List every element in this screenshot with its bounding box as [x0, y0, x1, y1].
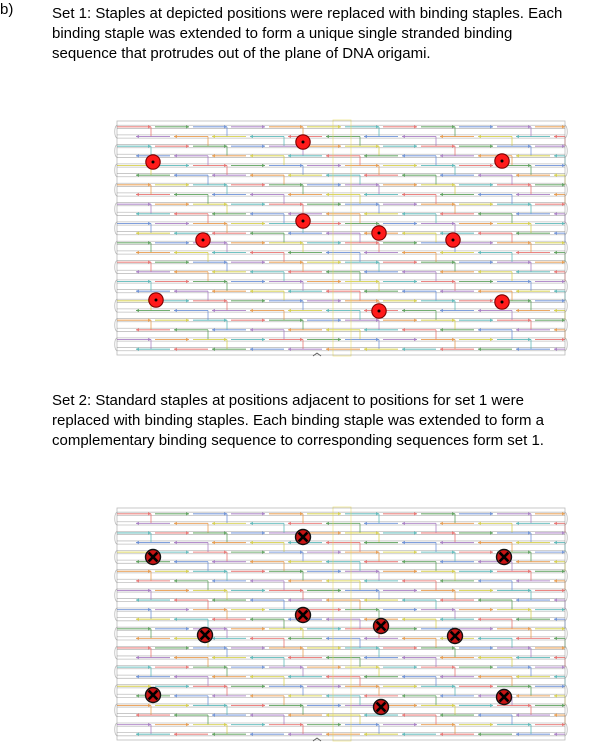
- complementary-site-marker: [497, 550, 512, 565]
- binding-site-marker: [372, 226, 386, 240]
- set2-caption-line: Set 2: Standard staples at positions adjacent to positions for set 1 were: [52, 392, 524, 409]
- set2-caption-line: complementary binding sequence to corresponding sequences form set 1.: [52, 432, 544, 449]
- binding-site-marker: [149, 293, 163, 307]
- binding-site-marker: [146, 155, 160, 169]
- set2-caption-line: replaced with binding staples. Each binding staple was extended to form a: [52, 412, 544, 429]
- panel-label: b): [0, 1, 14, 18]
- binding-site-marker: [446, 233, 460, 247]
- complementary-site-marker: [296, 608, 311, 623]
- binding-site-marker: [296, 135, 310, 149]
- complementary-site-marker: [146, 550, 161, 565]
- set1-caption-line: binding staple was extended to form a unique single stranded binding: [52, 25, 513, 42]
- set1-caption-line: Set 1: Staples at depicted positions were replaced with binding staples. Each: [52, 5, 563, 22]
- complementary-site-marker: [374, 619, 389, 634]
- binding-site-marker: [495, 295, 509, 309]
- origami-set2-svg: [113, 505, 569, 743]
- origami-set2-diagram: [113, 505, 569, 743]
- complementary-site-marker: [296, 530, 311, 545]
- origami-set1-diagram: [113, 118, 569, 358]
- set1-caption: [52, 4, 608, 64]
- origami-set1-svg: [113, 118, 569, 358]
- set1-caption-line: sequence that protrudes out of the plane of DNA origami.: [52, 45, 431, 62]
- binding-site-marker: [495, 154, 509, 168]
- complementary-site-marker: [146, 688, 161, 703]
- complementary-site-marker: [198, 628, 213, 643]
- binding-site-marker: [196, 233, 210, 247]
- complementary-site-marker: [497, 690, 512, 705]
- set2-caption: [52, 391, 608, 451]
- binding-site-marker: [372, 304, 386, 318]
- origami-structure: [115, 507, 568, 741]
- complementary-site-marker: [448, 629, 463, 644]
- binding-site-marker: [296, 214, 310, 228]
- complementary-site-marker: [374, 700, 389, 715]
